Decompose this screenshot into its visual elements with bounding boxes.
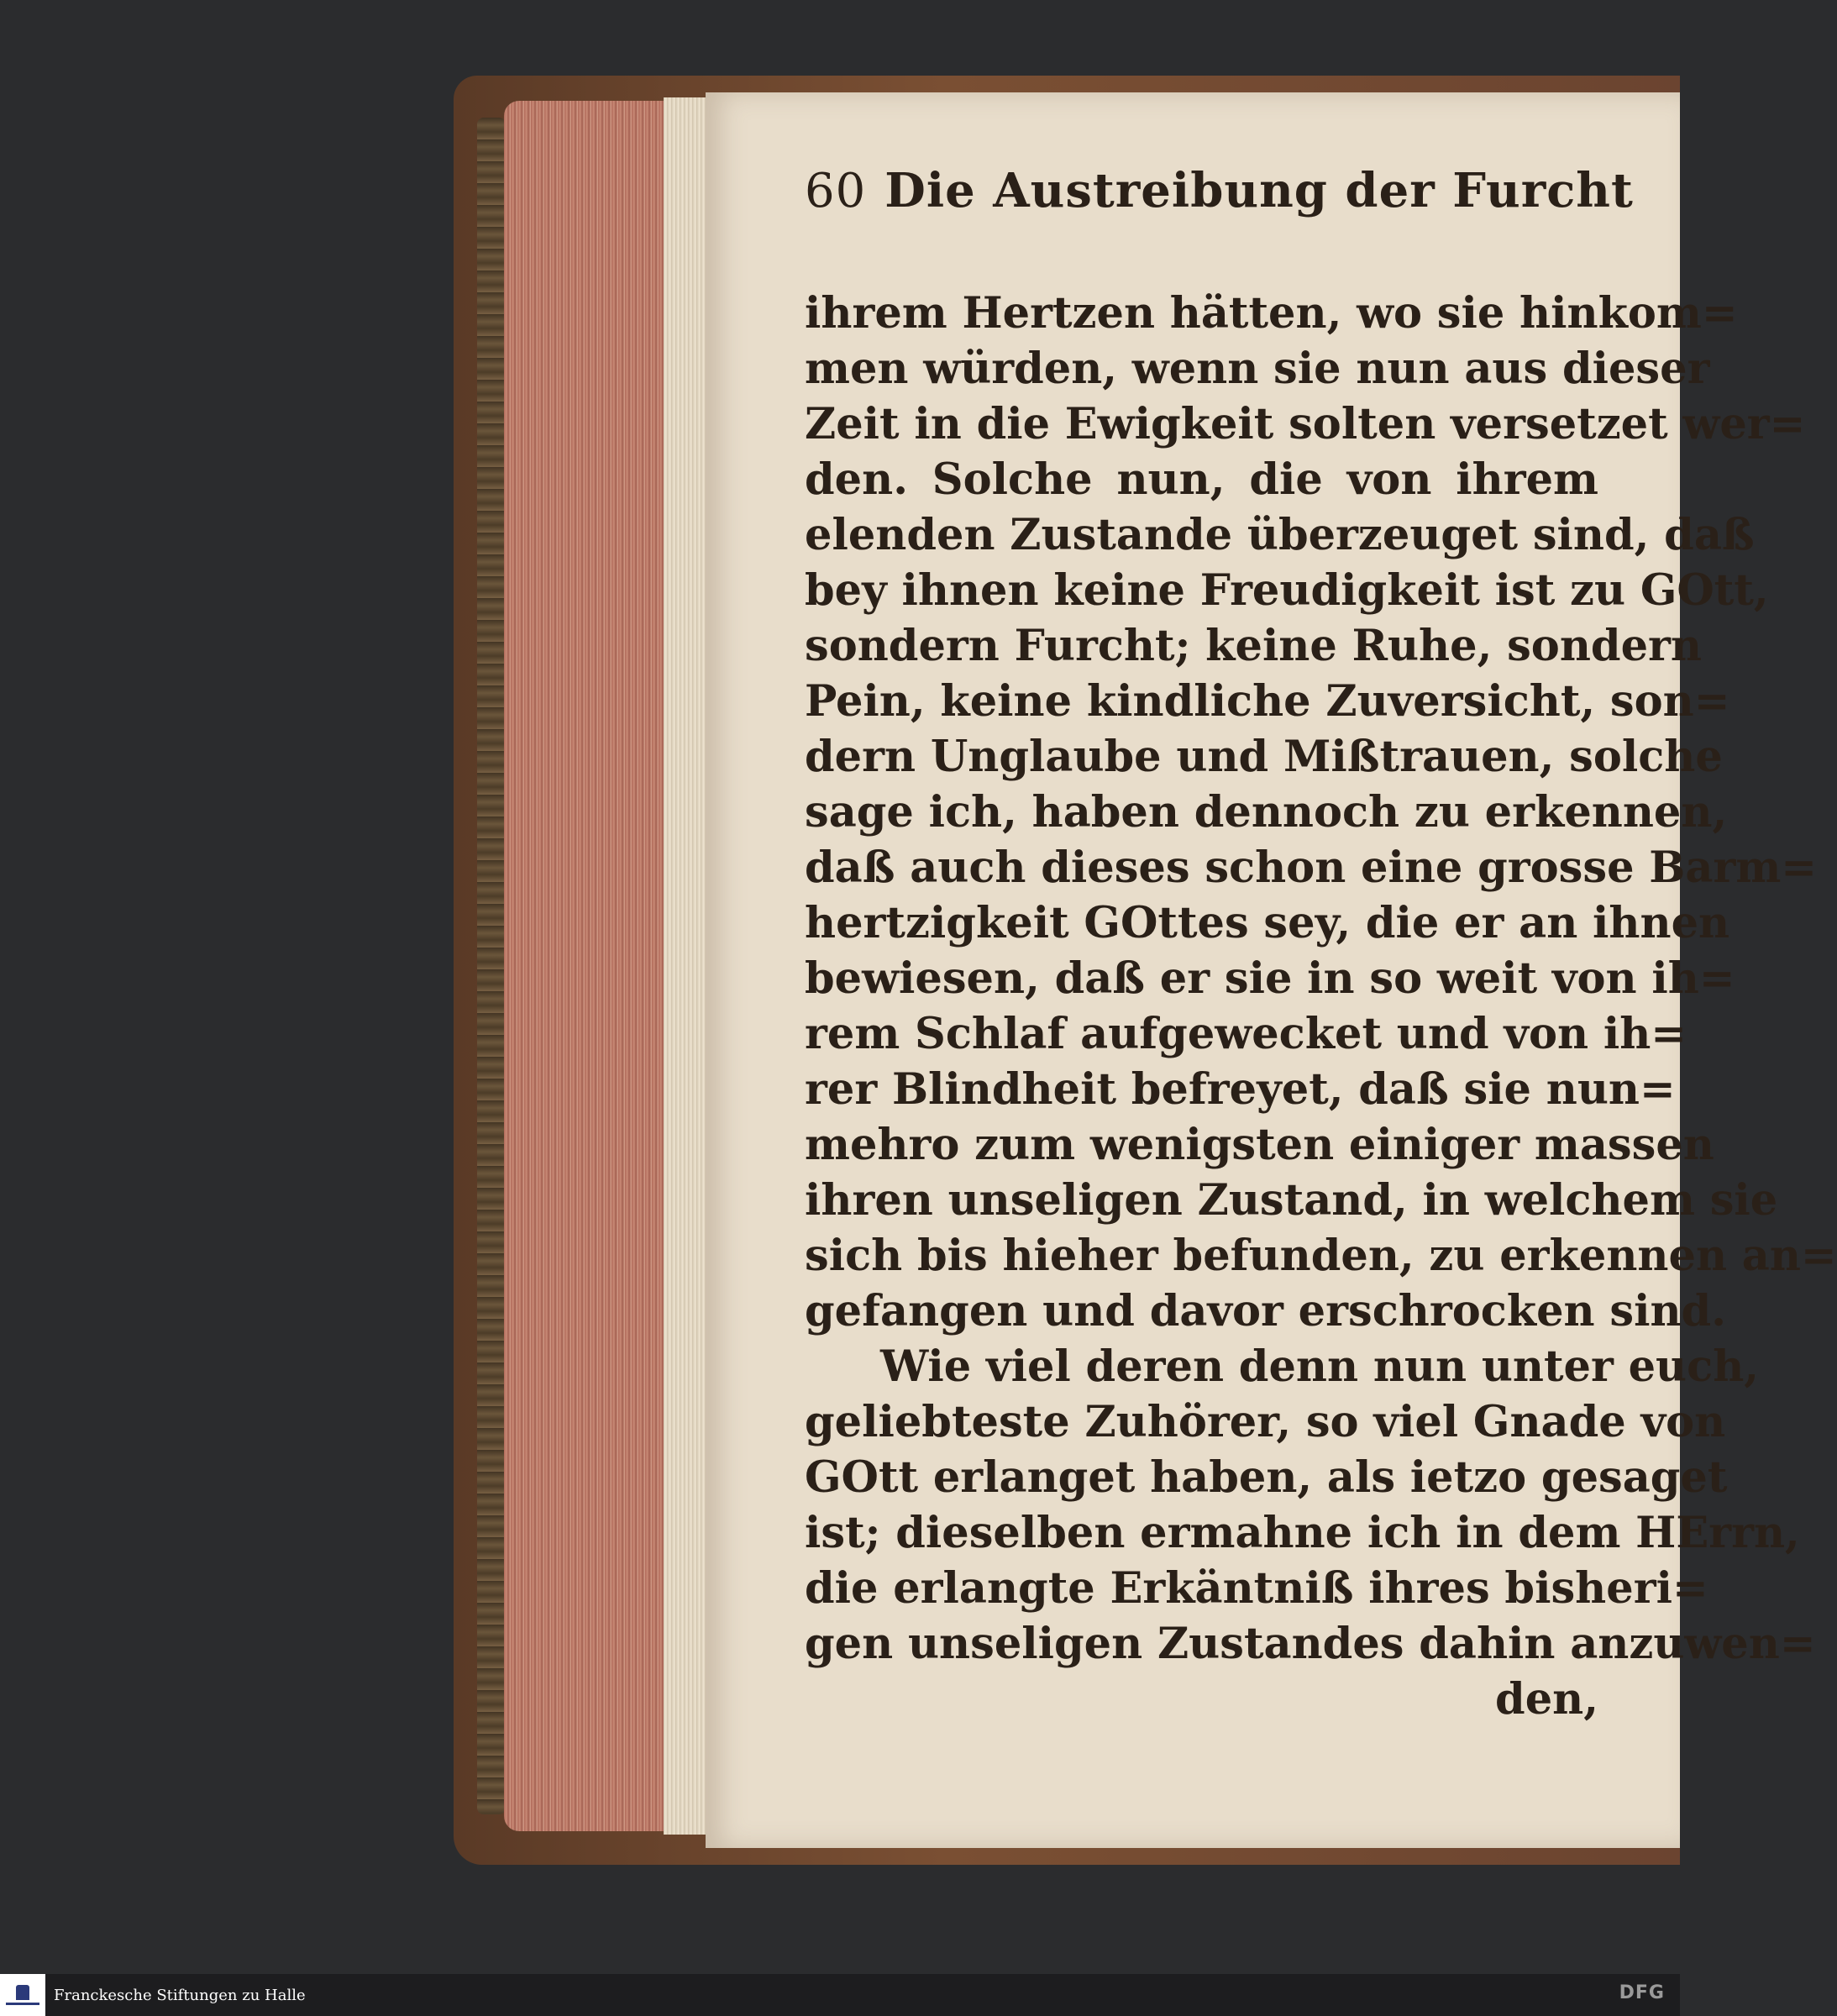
text-line: bey ihnen keine Freudigkeit ist zu GOtt, [805,565,1769,616]
text-line: daß auch dieses schon eine grosse Barm= [805,843,1818,893]
text-line: ihren unseligen Zustand, in welchem sie [805,1175,1778,1226]
text-line: mehro zum wenigsten einiger massen [805,1120,1714,1170]
text-line: den. Solche nun, die von ihrem [805,454,1598,505]
page-text [805,163,1837,1727]
page-edges-red [504,101,680,1831]
text-line: bewiesen, daß er sie in so weit von ih= [805,953,1735,1004]
running-header [805,163,1634,234]
running-head-title: Die Austreibung der Furcht [884,163,1634,218]
book [454,67,1837,1865]
text-line: GOtt erlanget haben, als ietzo gesaget [805,1452,1728,1503]
text-line: ihrem Hertzen hätten, wo sie hinkom= [805,288,1738,339]
page-number: 60 [805,164,867,218]
dfg-logo[interactable]: DFG [1619,1982,1665,2003]
text-line: die erlangte Erkäntniß ihres bisheri= [805,1563,1708,1614]
text-line: hertzigkeit GOttes sey, die er an ihnen [805,898,1730,948]
logo-mark [16,1985,29,2000]
text-line: men würden, wenn sie nun aus dieser [805,344,1710,394]
text-line: Wie viel deren denn nun unter euch, [880,1341,1760,1392]
institution-name[interactable]: Franckesche Stiftungen zu Halle [54,1986,306,2004]
text-line: Zeit in die Ewigkeit solten versetzet wer= [805,399,1806,449]
text-line: geliebteste Zuhörer, so viel Gnade von [805,1397,1726,1447]
text-line: rer Blindheit befreyet, daß sie nun= [805,1064,1676,1115]
catchword: den, [1495,1674,1598,1725]
text-line: sondern Furcht; keine Ruhe, sondern [805,621,1702,671]
text-line: rem Schlaf aufgewecket und von ih= [805,1009,1687,1059]
text-line: sage ich, haben dennoch zu erkennen, [805,787,1728,837]
institution-logo-icon[interactable] [0,1974,45,2016]
text-line: dern Unglaube und Mißtrauen, solche [805,732,1723,782]
text-line: Pein, keine kindliche Zuversicht, son= [805,676,1730,727]
text-line: elenden Zustande überzeuget sind, daß [805,510,1755,560]
logo-lines [6,2003,39,2005]
text-line: sich bis hieher befunden, zu erkennen an= [805,1231,1837,1281]
book-page [706,92,1837,1848]
body-text [805,286,1837,1727]
footer-bar [0,1974,1680,2016]
text-line: gefangen und davor erschrocken sind. [805,1286,1726,1336]
cover-spine-texture [477,118,506,1814]
text-line: gen unseligen Zustandes dahin anzuwen= [805,1619,1816,1669]
text-line: ist; dieselben ermahne ich in dem HErrn, [805,1508,1800,1558]
